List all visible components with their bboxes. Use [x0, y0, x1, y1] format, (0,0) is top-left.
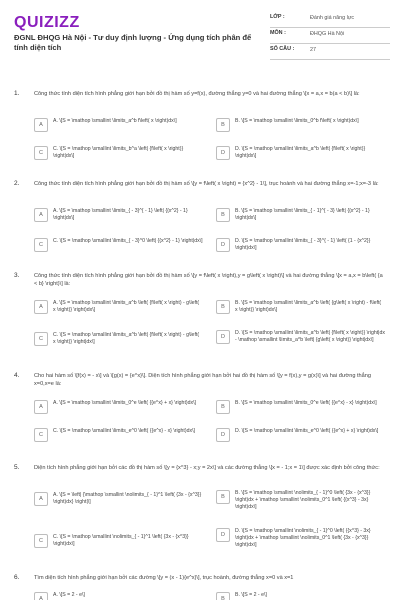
question-2 [14, 180, 386, 264]
question-number: 6. [14, 574, 20, 581]
option-a[interactable] [34, 400, 204, 420]
option-text: A. \[S = \mathop \smallint \limits_{ - 3}^{ - 1} \left| {{x^2} - 1} \right|dx\] [53, 208, 188, 222]
option-b[interactable] [216, 490, 386, 518]
option-d[interactable] [216, 528, 386, 558]
option-letter-box: B [216, 490, 230, 504]
option-d[interactable] [216, 146, 386, 166]
option-c[interactable] [34, 428, 204, 448]
option-letter-box: C [34, 146, 48, 160]
option-letter-box: B [216, 300, 230, 314]
option-text: D. \[S = \mathop \smallint \limits_e^0 \left( {{e^x} + x} \right)dx\] [235, 428, 379, 434]
question-3 [14, 272, 386, 362]
question-text: Công thức tính diện tích hình phẳng giới hạn bởi đồ thị hàm số \[y = f\left( x \right) = {x^2} - 1\], trục hoành và hai đường thẳng x=-1;x=-3 là: [34, 181, 379, 187]
meta-row-subject [270, 28, 390, 44]
meta-value: ĐHQG Hà Nội [310, 31, 345, 37]
question-4 [14, 372, 386, 452]
option-a[interactable] [34, 592, 204, 600]
option-text: C. \[S = \mathop \smallint \limits_b^a \left| {f\left( x \right)} \right|dx\] [53, 146, 184, 160]
option-text: B. \[S = 2 - e\] [235, 592, 267, 598]
option-a[interactable] [34, 492, 204, 518]
option-letter-box: B [216, 118, 230, 132]
meta-value: Đánh giá năng lực [310, 15, 355, 21]
worksheet-title: ĐGNL ĐHQG Hà Nội - Tư duy định lượng - Ứng dụng tích phân để tính diện tích [14, 33, 252, 52]
option-text: A. \[S = \left| {\mathop \smallint \nolimits_{ - 1}^1 \left( {3x - {x^3}} \right)dx} \right|\] [53, 492, 202, 506]
option-b[interactable] [216, 592, 386, 600]
option-text: B. \[S = \mathop \smallint \limits_0^b f\left( x \right)dx\] [235, 118, 359, 124]
question-number: 5. [14, 464, 20, 471]
option-text: B. \[S = \mathop \smallint \limits_{ - 1}^{ - 3} \left| {{x^2} - 1} \right|dx\] [235, 208, 370, 222]
worksheet-meta [270, 12, 390, 60]
option-b[interactable] [216, 400, 386, 420]
option-a[interactable] [34, 208, 204, 228]
option-c[interactable] [34, 332, 204, 354]
option-b[interactable] [216, 118, 386, 138]
question-1 [14, 90, 386, 170]
option-letter-box: D [216, 330, 230, 344]
option-letter-box: C [34, 238, 48, 252]
option-text: C. \[S = \mathop \smallint \limits_{ - 3}^0 \left| {{x^2} - 1} \right|dx\] [53, 238, 203, 244]
option-text: B. \[S = \mathop \smallint \limits_a^b \left( {g\left( x \right) - f\left( x \right)} \right)dx\] [235, 300, 382, 314]
option-c[interactable] [34, 238, 204, 258]
option-letter-box: D [216, 146, 230, 160]
meta-row-class [270, 12, 390, 28]
option-letter-box: D [216, 528, 230, 542]
meta-row-count [270, 44, 390, 60]
option-letter-box: A [34, 208, 48, 222]
option-letter-box: A [34, 492, 48, 506]
option-d[interactable] [216, 238, 386, 258]
option-text: A. \[S = 2 - e\] [53, 592, 85, 598]
option-b[interactable] [216, 300, 386, 320]
option-text: A. \[S = \mathop \smallint \limits_0^e \left( {{e^x} + x} \right)dx\] [53, 400, 196, 406]
option-letter-box: B [216, 208, 230, 222]
question-number: 4. [14, 372, 20, 379]
question-number: 1. [14, 90, 20, 97]
option-a[interactable] [34, 118, 204, 138]
option-letter-box: A [34, 400, 48, 414]
option-letter-box: C [34, 534, 48, 548]
option-letter-box: D [216, 428, 230, 442]
option-text: A. \[S = \mathop \smallint \limits_a^b \left( {f\left( x \right) - g\left( x \right)} \right)dx\] [53, 300, 200, 314]
option-c[interactable] [34, 534, 204, 556]
option-letter-box: C [34, 332, 48, 346]
question-text: Diện tích hình phẳng giới hạn bởi các đồ thị hàm số \[y = {x^3} - x;y = 2x\] và các đường thẳng \[x = - 1;x = 1\] được xác định bởi công thức: [34, 465, 380, 471]
question-number: 3. [14, 272, 20, 279]
option-text: C. \[S = \mathop \smallint \nolimits_{ - 1}^1 \left( {3x - {x^3}} \right)dx\] [53, 534, 189, 548]
meta-label: MÔN : [270, 30, 286, 36]
option-letter-box: A [34, 592, 48, 600]
option-letter-box: C [34, 428, 48, 442]
option-d[interactable] [216, 428, 386, 448]
question-text: Cho hai hàm số \[f(x) = - x\] và \[g(x) = {e^x}\]. Diện tích hình phẳng giới hạn bởi hai đồ thị hàm số \[y = f(x),y = g(x)\] và hai đường thẳng x=0,x=e là: [34, 373, 372, 387]
quizizz-logo: QUIZIZZ [14, 14, 80, 31]
option-d[interactable] [216, 330, 386, 356]
option-letter-box: B [216, 592, 230, 600]
question-number: 2. [14, 180, 20, 187]
question-text: Công thức tính diện tích hình phẳng giới hạn bởi đồ thị hàm số \[y = f\left( x \right),y = g\left( x \right)\] và hai đường thẳng \[x = a,x = b\left( {a < b} \right)\] là: [34, 273, 383, 287]
option-text: B. \[S = \mathop \smallint \limits_0^e \left( {{e^x} - x} \right)dx\] [235, 400, 377, 406]
question-6 [14, 574, 386, 600]
option-a[interactable] [34, 300, 204, 320]
meta-label: SỐ CÂU : [270, 46, 295, 52]
option-text: C. \[S = \mathop \smallint \limits_e^0 \left( {{e^x} - x} \right)dx\] [53, 428, 195, 434]
question-text: Tìm diện tích hình phẳng giới hạn bởi các đường \[y = (x - 1){e^x}\], trục hoành, đường thẳng x=0 và x=1 [34, 575, 294, 581]
option-letter-box: D [216, 238, 230, 252]
option-text: D. \[S = \mathop \smallint \limits_a^b \left| {f\left( x \right)} \right|dx\] [235, 146, 366, 160]
option-text: D. \[S = \mathop \smallint \nolimits_{ - 1}^0 \left( {{x^3} - 3x} \right)dx + \mathop \smallint \nolimits_0^1 \left( {3x - {x^3}} \right)dx\] [235, 528, 371, 549]
meta-value: 27 [310, 47, 316, 53]
option-c[interactable] [34, 146, 204, 166]
option-letter-box: A [34, 118, 48, 132]
question-text: Công thức tính diện tích hình phẳng giới hạn bởi đồ thị hàm số y=f(x), đường thẳng y=0 và hai đường thẳng \[x = a,x = b(a < b)\] là: [34, 91, 360, 97]
option-text: B. \[S = \mathop \smallint \nolimits_{ - 1}^0 \left( {3x - {x^3}} \right)dx + \mathop \smallint \nolimits_0^1 \left( {{x^3} - 3x} \right)dx\] [235, 490, 371, 511]
option-text: D. \[S = \mathop \smallint \limits_a^b \left| {f\left( x \right)} \right|dx - \mathop \smallint \limits_a^b \left| {g\left( x \right)} \right|dx\] [235, 330, 386, 344]
option-letter-box: A [34, 300, 48, 314]
question-5 [14, 464, 386, 564]
worksheet-header [0, 0, 400, 70]
option-text: A. \[S = \mathop \smallint \limits_a^b f\left( x \right)dx\] [53, 118, 177, 124]
option-letter-box: B [216, 400, 230, 414]
option-text: D. \[S = \mathop \smallint \limits_{ - 3}^{ - 1} \left( {1 - {x^2}} \right)dx\] [235, 238, 371, 252]
option-text: C. \[S = \mathop \smallint \limits_a^b \left| {f\left( x \right) - g\left( x \right)} \right|dx\] [53, 332, 200, 346]
meta-label: LỚP : [270, 14, 285, 20]
option-b[interactable] [216, 208, 386, 228]
